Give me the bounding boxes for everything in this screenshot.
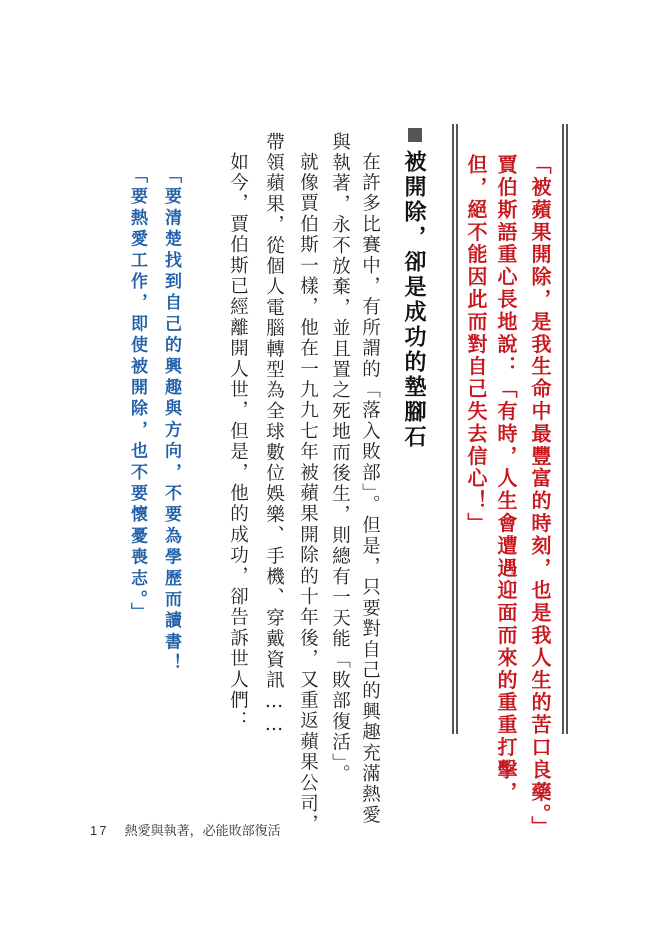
quote-line: 賈伯斯語重心長地說：「有時，人生會遭遇迎面而來的重重打擊， bbox=[494, 154, 518, 804]
paragraph-line: 帶領蘋果，從個人電腦轉型為全球數位娛樂、手機、穿戴資訊…… bbox=[263, 132, 285, 738]
quote-box-left-rule bbox=[452, 124, 458, 734]
paragraph-line: 與執著，永不放棄，並且置之死地而後生，則總有一天能「敗部復活」。 bbox=[329, 132, 351, 786]
lesson-line: 「要清楚找到自己的興趣與方向，不要為學歷而讀書！ bbox=[161, 166, 181, 675]
page-number: 17 bbox=[90, 823, 109, 838]
section-heading: 被開除，卻是成功的墊腳石 bbox=[401, 150, 426, 450]
quote-box-right-rule bbox=[562, 124, 568, 734]
quote-line: 但，絕不能因此而對自己失去信心！」 bbox=[464, 154, 488, 535]
paragraph-line: 在許多比賽中，有所謂的「落入敗部」。但是，只要對自己的興趣充滿熱愛 bbox=[359, 152, 381, 826]
running-title: 熱愛與執著，必能敗部復活 bbox=[124, 824, 281, 839]
paragraph-line: 就像賈伯斯一樣，他在一九九七年被蘋果開除的十年後，又重返蘋果公司， bbox=[297, 152, 319, 836]
paragraph-line: 如今，賈伯斯已經離開人世，但是，他的成功，卻告訴世人們： bbox=[227, 152, 249, 732]
heading-square-bullet-icon bbox=[408, 128, 422, 142]
lesson-line: 「要熱愛工作，即使被開除，也不要懷憂喪志。」 bbox=[127, 166, 147, 624]
page-footer bbox=[90, 820, 281, 839]
quote-line: 「被蘋果開除，是我生命中最豐富的時刻，也是我人生的苦口良藥。」 bbox=[528, 154, 552, 839]
